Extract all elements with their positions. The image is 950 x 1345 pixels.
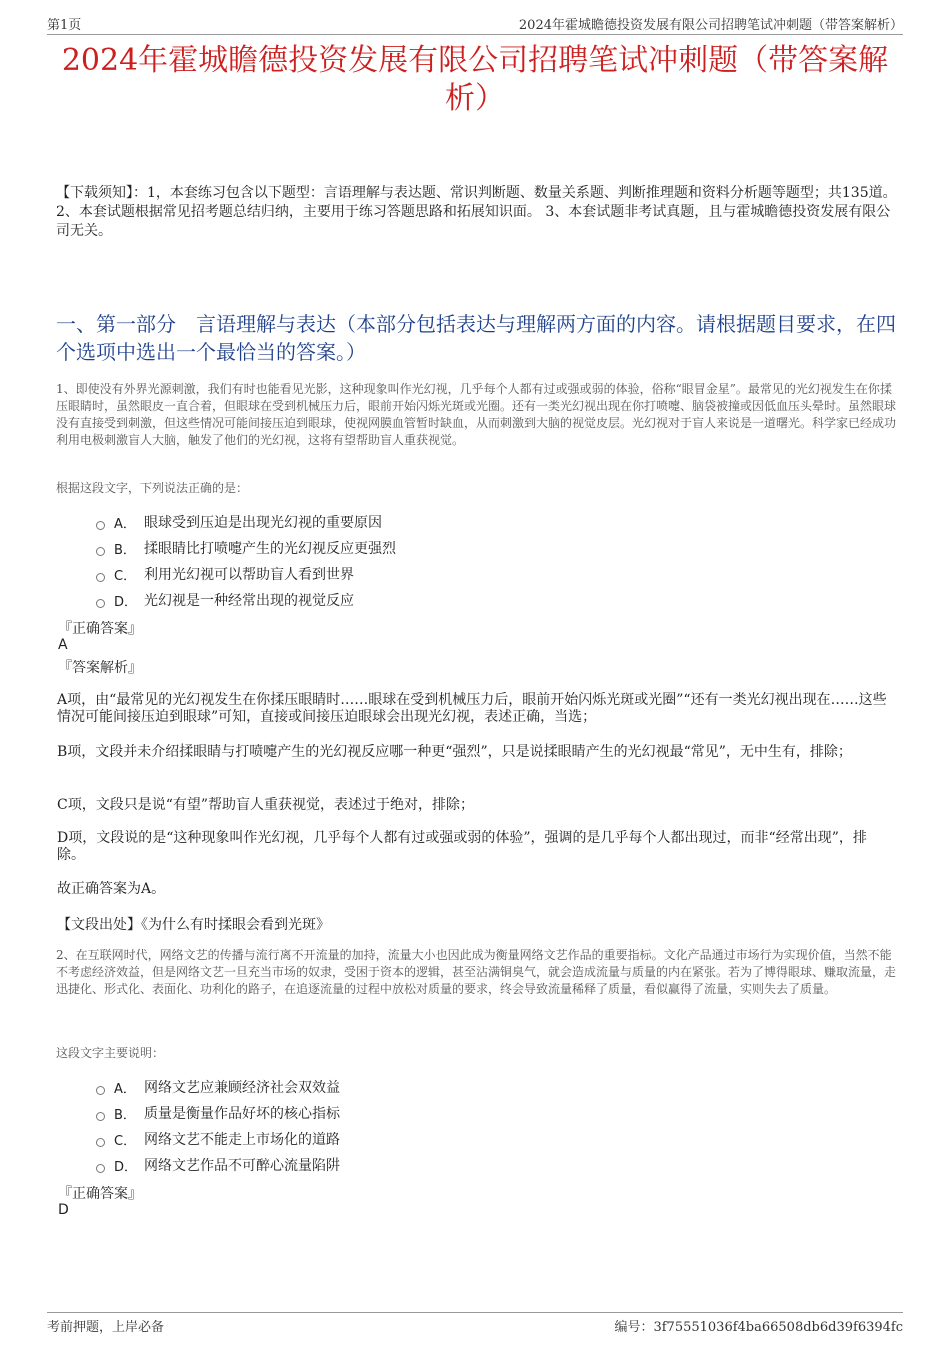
option-b[interactable]: B． 揉眼睛比打喷嚏产生的光幻视反应更强烈 [96,535,396,561]
analysis-c: C项，文段只是说“有望”帮助盲人重获视觉，表述过于绝对，排除； [57,797,475,813]
analysis-a: A项，由“最常见的光幻视发生在你揉压眼睛时……眼球在受到机械压力后，眼前开始闪烁光斑或光圈”“还有一类光幻视出现在……这些情况可能间接压迫到眼球”可知，直接或间接压迫眼球会出现光幻视，表述正确，当选； [57,692,887,725]
option-c[interactable]: C． 网络文艺不能走上市场化的道路 [96,1126,340,1152]
radio-icon[interactable] [96,1086,105,1095]
analysis-d: D项，文段说的是“这种现象叫作光幻视，几乎每个人都有过或强或弱的体验”，强调的是几乎每个人都出现过，而非“经常出现”，排除。 [57,830,867,863]
option-a[interactable]: A． 网络文艺应兼顾经济社会双效益 [96,1074,340,1100]
answer-label: 『正确答案』 [58,1186,142,1202]
question-2-text: 2、在互联网时代，网络文艺的传播与流行离不开流量的加持，流量大小也因此成为衡量网络文艺作品的重要指标。文化产品通过市场行为实现价值，当然不能不考虑经济效益，但是网络文艺一旦充当市场的奴隶，受困于资本的逻辑，甚至沾满铜臭气，就会造成流量与质量的内在紧张。若为了博得眼球、赚取流量，走迅捷化、形式化、表面化、功利化的路子，在追逐流量的过程中放松对质量的要求，终会导致流量稀释了质量，看似赢得了流量，实则失去了质量。 [56,948,897,996]
answer-value: D [58,1202,69,1218]
footer-doc-id: 编号：3f75551036f4ba66508db6d39f6394fc [614,1320,903,1335]
question-1-text: 1、即使没有外界光源刺激，我们有时也能看见光影，这种现象叫作光幻视，几乎每个人都有过或强或弱的体验，俗称“眼冒金星”。最常见的光幻视发生在你揉压眼睛时，虽然眼皮一直合着，但眼球在受到机械压力后，眼前开始闪烁光斑或光圈。还有一类光幻视出现在你打喷嚏、脑袋被撞或因低血压头晕时。虽然眼球没有直接受到刺激，但这些情况可能间接压迫到眼球，使视网膜血管暂时缺血，从而刺激到大脑的视觉皮层。光幻视对于盲人来说是一道曙光。科学家已经成功利用电极刺激盲人大脑，触发了他们的光幻视，这将有望帮助盲人重获视觉。 [56,382,897,447]
section-heading: 一、第一部分 言语理解与表达（本部分包括表达与理解两方面的内容。请根据题目要求，在四个选项中选出一个最恰当的答案。） [56,312,896,364]
radio-icon[interactable] [96,1164,105,1173]
radio-icon[interactable] [96,521,105,530]
analysis-label: 『答案解析』 [58,660,142,676]
analysis-conclusion: 故正确答案为A。 [57,881,166,897]
option-a[interactable]: A． 眼球受到压迫是出现光幻视的重要原因 [96,509,396,535]
analysis-b: B项，文段并未介绍揉眼睛与打喷嚏产生的光幻视反应哪一种更“强烈”，只是说揉眼睛产生的光幻视最“常见”，无中生有，排除； [57,744,852,760]
radio-icon[interactable] [96,547,105,556]
option-c[interactable]: C． 利用光幻视可以帮助盲人看到世界 [96,561,396,587]
radio-icon[interactable] [96,1138,105,1147]
answer-label: 『正确答案』 [58,621,142,637]
question-2-options [96,1074,340,1178]
page-number: 第1页 [47,18,82,33]
question-2-prompt: 这段文字主要说明： [56,1046,165,1060]
option-b[interactable]: B． 质量是衡量作品好坏的核心指标 [96,1100,340,1126]
option-d[interactable]: D． 网络文艺作品不可醉心流量陷阱 [96,1152,340,1178]
download-notice: 【下载须知】：1，本套练习包含以下题型：言语理解与表达题、常识判断题、数量关系题、判断推理题和资料分析题等题型；共135道。 2、本套试题根据常见招考题总结归纳，主要用于练习答题思路和拓展知识面。 3、本套试题非考试真题，且与霍城瞻德投资发展有限公司无关。 [56,185,897,239]
question-1-prompt: 根据这段文字，下列说法正确的是： [56,481,249,495]
source-citation: 【文段出处】《为什么有时揉眼会看到光斑》 [57,917,330,933]
question-1-options [96,509,396,613]
header-doc-title: 2024年霍城瞻德投资发展有限公司招聘笔试冲刺题（带答案解析） [518,18,903,33]
answer-value: A [58,637,68,653]
document-title: 2024年霍城瞻德投资发展有限公司招聘笔试冲刺题（带答案解析） [61,43,889,116]
radio-icon[interactable] [96,1112,105,1121]
radio-icon[interactable] [96,573,105,582]
footer-slogan: 考前押题，上岸必备 [47,1320,165,1335]
page-footer [47,1312,903,1335]
radio-icon[interactable] [96,599,105,608]
page-header [47,12,903,35]
option-d[interactable]: D． 光幻视是一种经常出现的视觉反应 [96,587,396,613]
